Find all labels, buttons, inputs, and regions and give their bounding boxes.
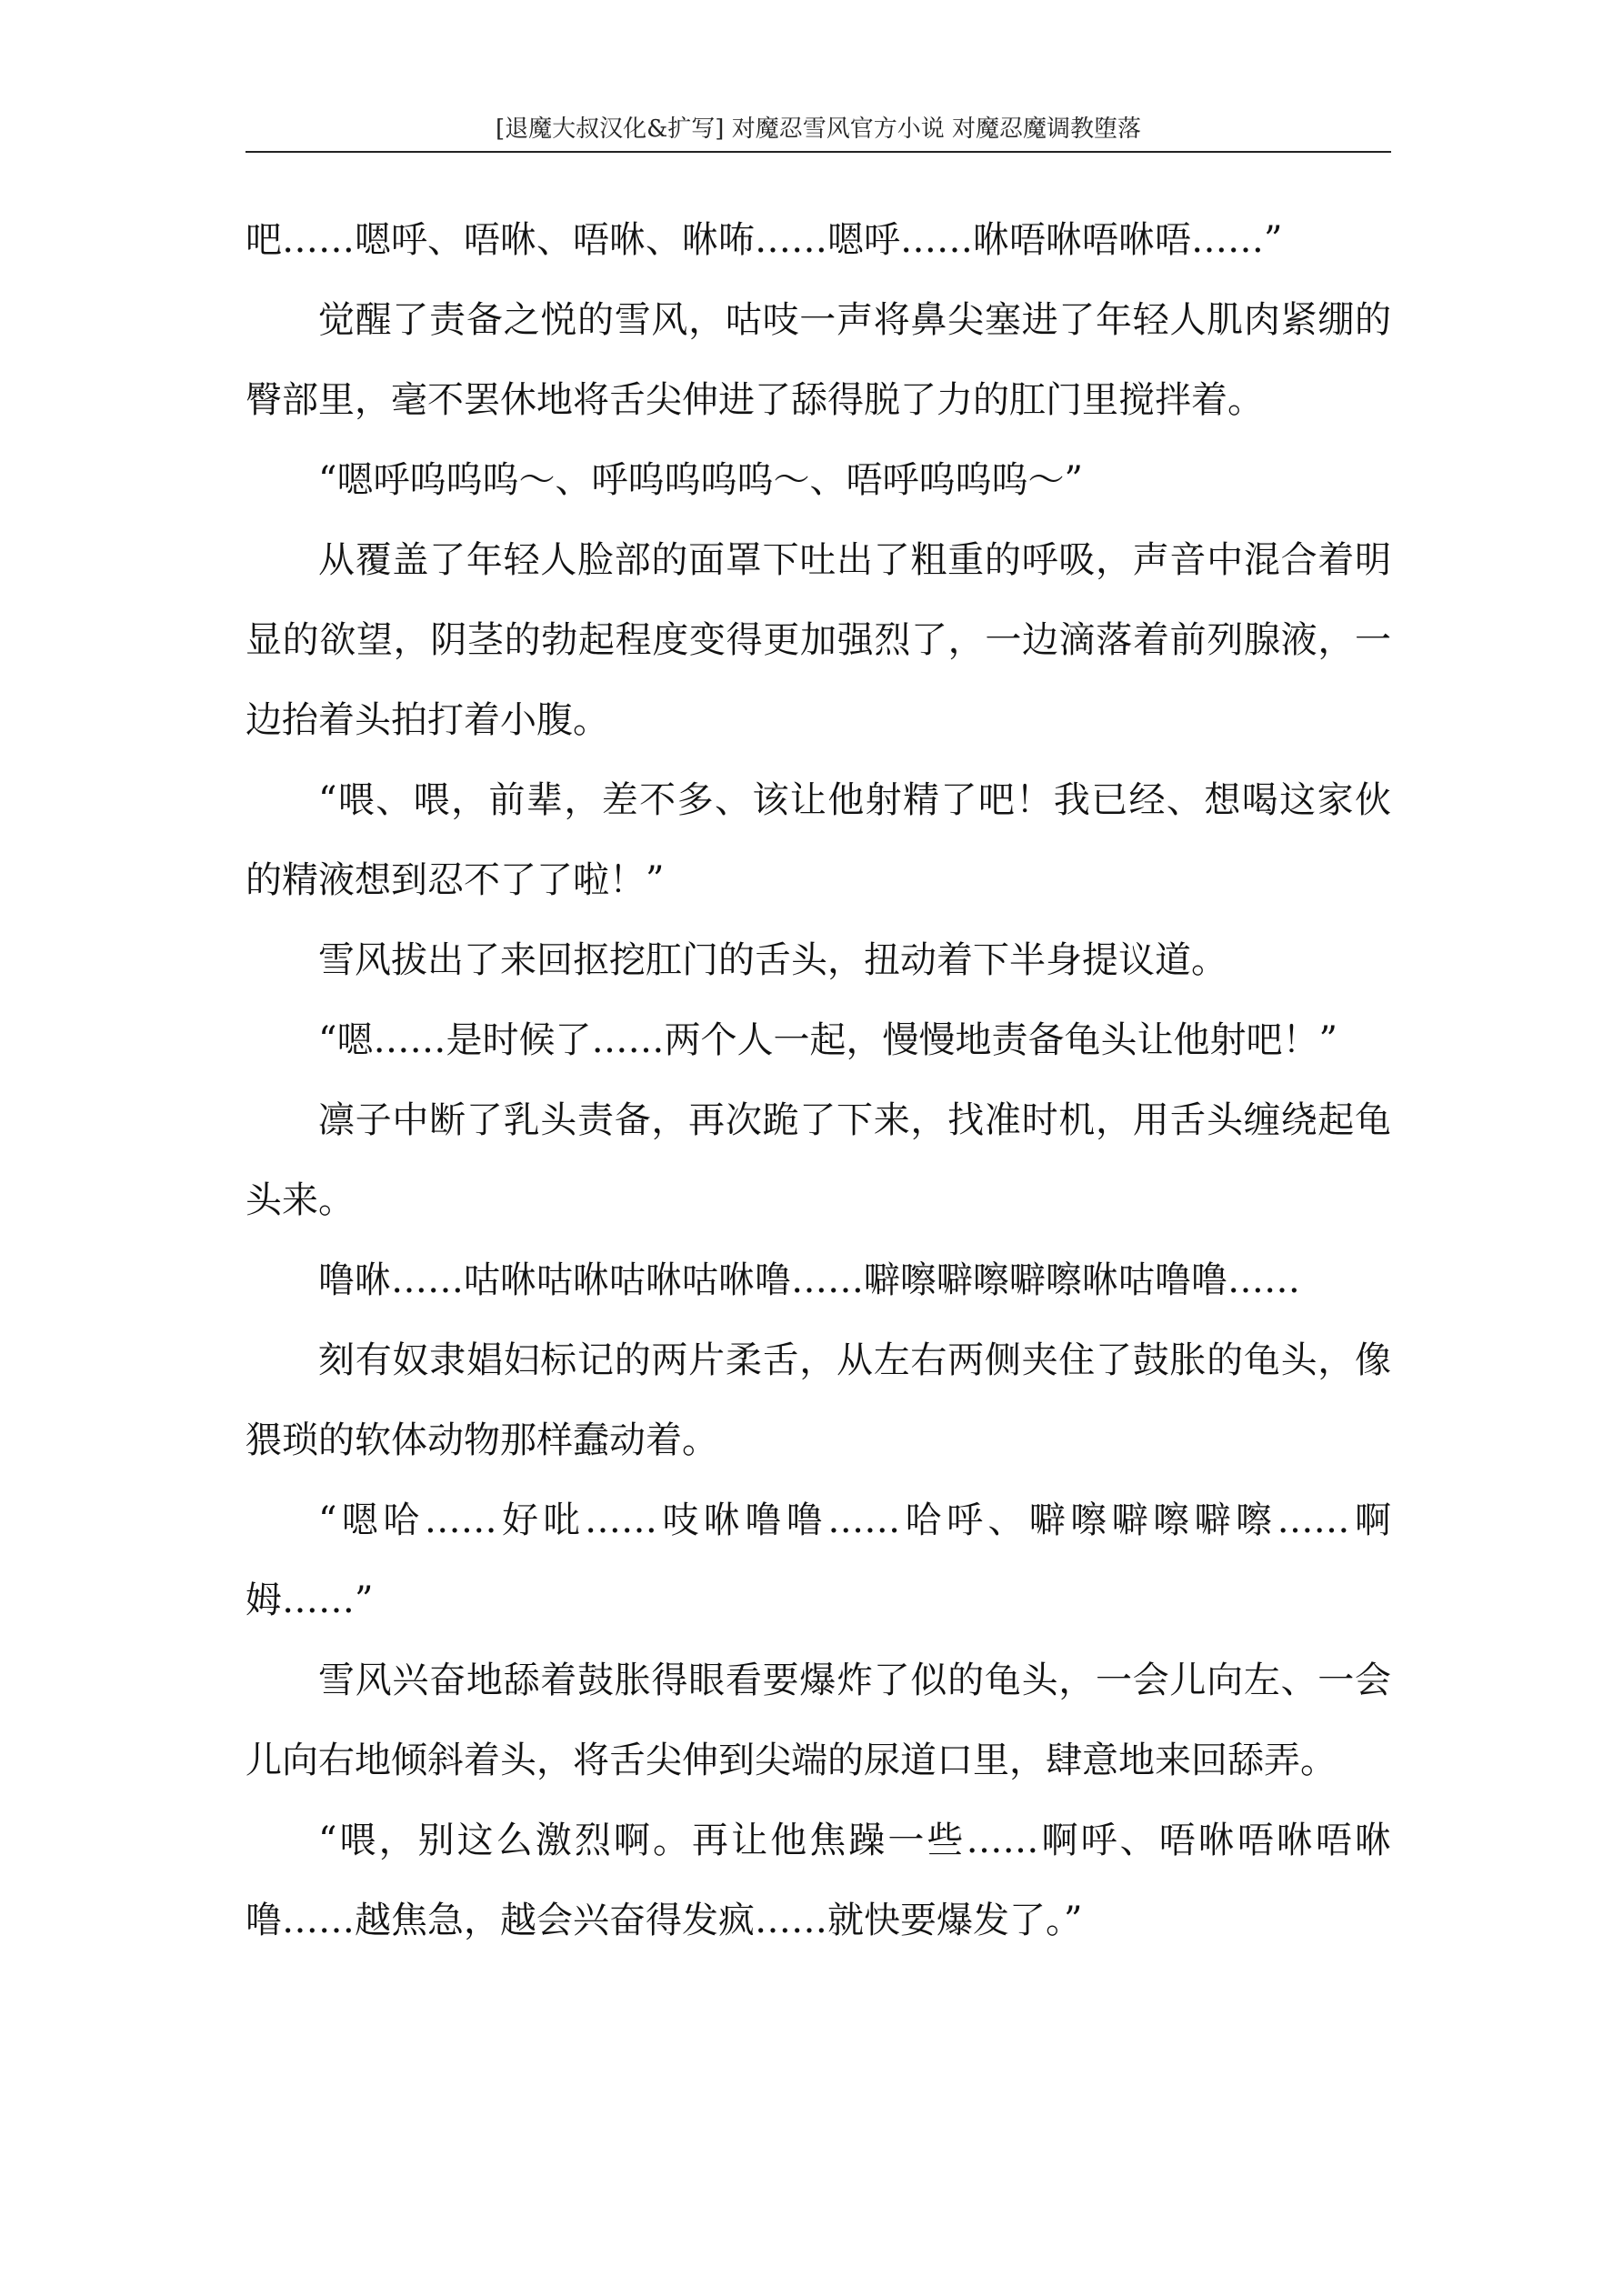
paragraph: “嗯呼呜呜呜～、呼呜呜呜呜～、唔呼呜呜呜～” [318, 459, 1083, 501]
paragraph: “嗯……是时候了……两个人一起，慢慢地责备龟头让他射吧！” [318, 1019, 1337, 1061]
paragraph: 雪风拔出了来回抠挖肛门的舌头，扭动着下半身提议道。 [318, 939, 1227, 981]
paragraph: 刻有奴隶娼妇标记的两片柔舌，从左右两侧夹住了鼓胀的龟头，像猥琐的软体动物那样蠢动着。 [245, 1339, 1391, 1461]
paragraph: 觉醒了责备之悦的雪风，咕吱一声将鼻尖塞进了年轻人肌肉紧绷的臀部里，毫不罢休地将舌尖伸进了舔得脱了力的肛门里搅拌着。 [245, 299, 1391, 421]
paragraph: “喂，别这么激烈啊。再让他焦躁一些……啊呼、唔咻唔咻唔咻噜……越焦急，越会兴奋得发疯……就快要爆发了。” [245, 1820, 1391, 1941]
paragraph: 从覆盖了年轻人脸部的面罩下吐出了粗重的呼吸，声音中混合着明显的欲望，阴茎的勃起程度变得更加强烈了，一边滴落着前列腺液，一边抬着头拍打着小腹。 [245, 539, 1391, 741]
paragraph: “嗯哈……好吡……吱咻噜噜……哈呼、噼嚓噼嚓噼嚓……啊姆……” [245, 1499, 1391, 1621]
paragraph: 噜咻……咕咻咕咻咕咻咕咻噜……噼嚓噼嚓噼嚓咻咕噜噜…… [318, 1259, 1300, 1301]
document-body [245, 200, 1391, 1960]
paragraph: “喂、喂，前辈，差不多、该让他射精了吧！我已经、想喝这家伙的精液想到忍不了了啦！” [245, 779, 1391, 901]
header-divider [245, 151, 1391, 153]
paragraph: 凛子中断了乳头责备，再次跪了下来，找准时机，用舌头缠绕起龟头来。 [245, 1099, 1391, 1221]
page-header: [退魔大叔汉化&扩写] 对魔忍雪风官方小说 对魔忍魔调教堕落 [496, 115, 1141, 143]
paragraph: 雪风兴奋地舔着鼓胀得眼看要爆炸了似的龟头，一会儿向左、一会儿向右地倾斜着头，将舌尖伸到尖端的尿道口里，肆意地来回舔弄。 [245, 1659, 1391, 1781]
paragraph: 吧……嗯呼、唔咻、唔咻、咻咘……嗯呼……咻唔咻唔咻唔……” [245, 219, 1283, 261]
